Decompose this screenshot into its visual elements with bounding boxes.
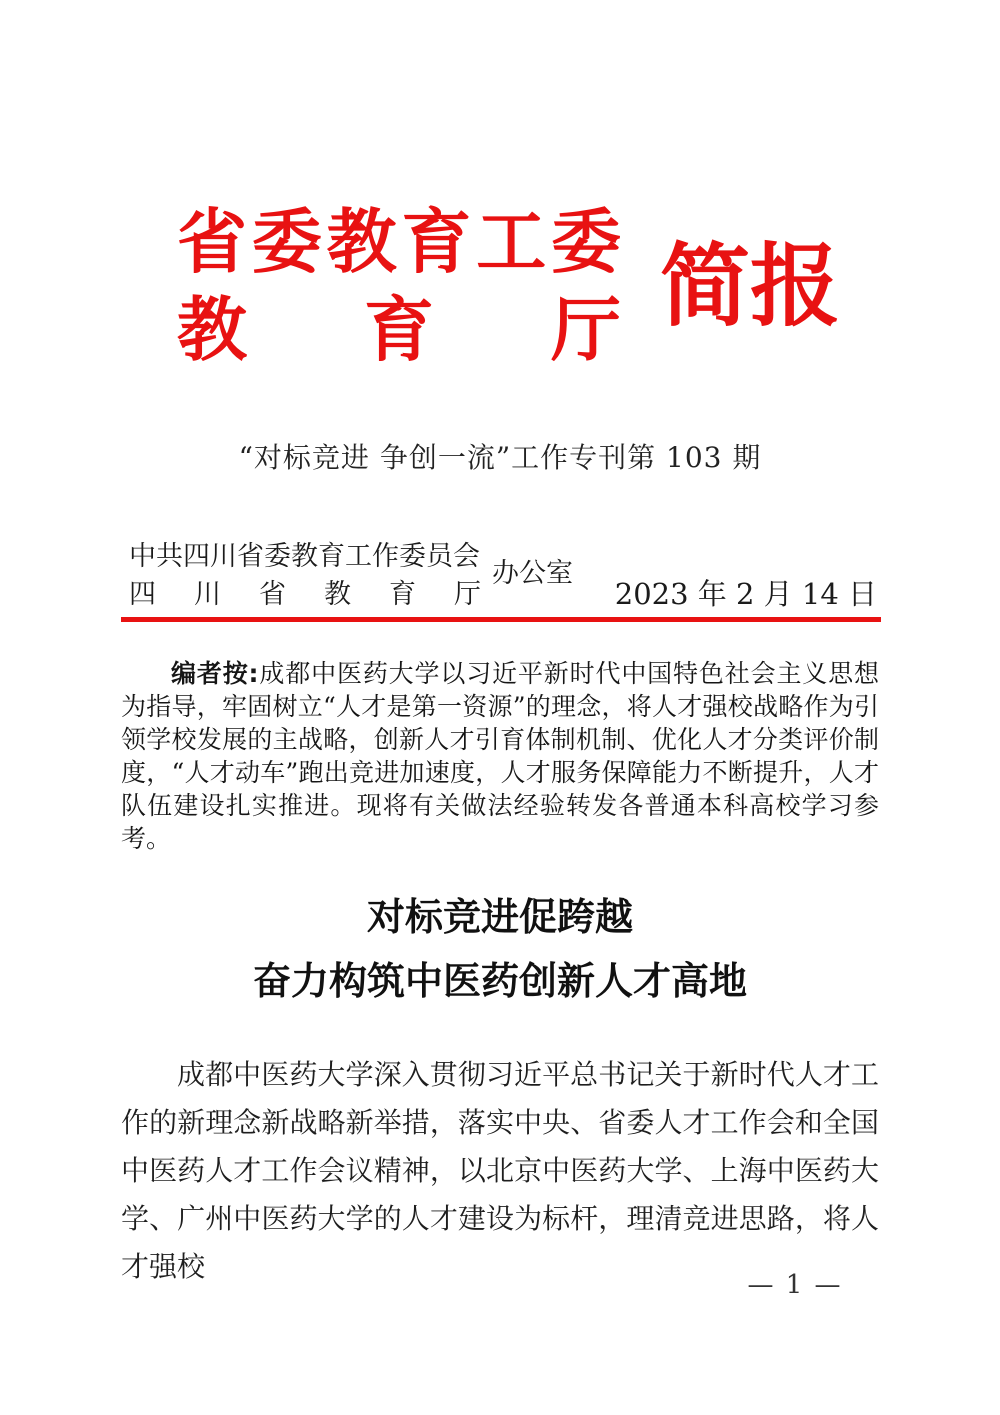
masthead-org-line1: 省 委 教 育 工 委 [177,200,621,283]
article-body-paragraph: 成都中医药大学深入贯彻习近平总书记关于新时代人才工作的新理念新战略新举措，落实中央、省委人才工作会和全国中医药人才工作会议精神，以北京中医药大学、上海中医药大学、广州中医药大学的人才建设为标杆，理清竞进思路，将人才强校 [121,1058,879,1283]
masthead-bulletin-title: 简 报 [660,233,840,339]
publisher-office: 办公室 [492,558,573,589]
masthead-org-block [177,198,621,374]
page-number: — 1 — [747,1270,843,1300]
editor-note [121,657,879,855]
publisher-committee: 中共四川省委教育工作委员会 [129,541,480,572]
masthead-org-line2: 教 育 厅 [177,288,621,371]
masthead-divider-rule [121,617,881,622]
editor-note-text: 成都中医药大学以习近平新时代中国特色社会主义思想为指导，牢固树立“人才是第一资源”的理念，将人才强校战略作为引领学校发展的主战略，创新人才引育体制机制、优化人才分类评价制度，“人才动车”跑出竞进加速度，人才服务保障能力不断提升，人才队伍建设扎实推进。现将有关做法经验转发各普通本科高校学习参考。 [121,659,879,853]
article-title-line2: 奋力构筑中医药创新人才高地 [252,958,747,1003]
article-title [0,885,1000,1013]
publisher-department: 四 川 省 教 育 厅 [129,579,481,610]
article-title-line1: 对标竞进促跨越 [366,894,633,939]
publish-date: 2023 年 2 月 14 日 [614,577,877,611]
editor-note-label: 编者按: [171,659,259,688]
issue-line: “对标竞进 争创一流”工作专刊第 103 期 [238,441,762,474]
publisher-names [129,538,481,614]
